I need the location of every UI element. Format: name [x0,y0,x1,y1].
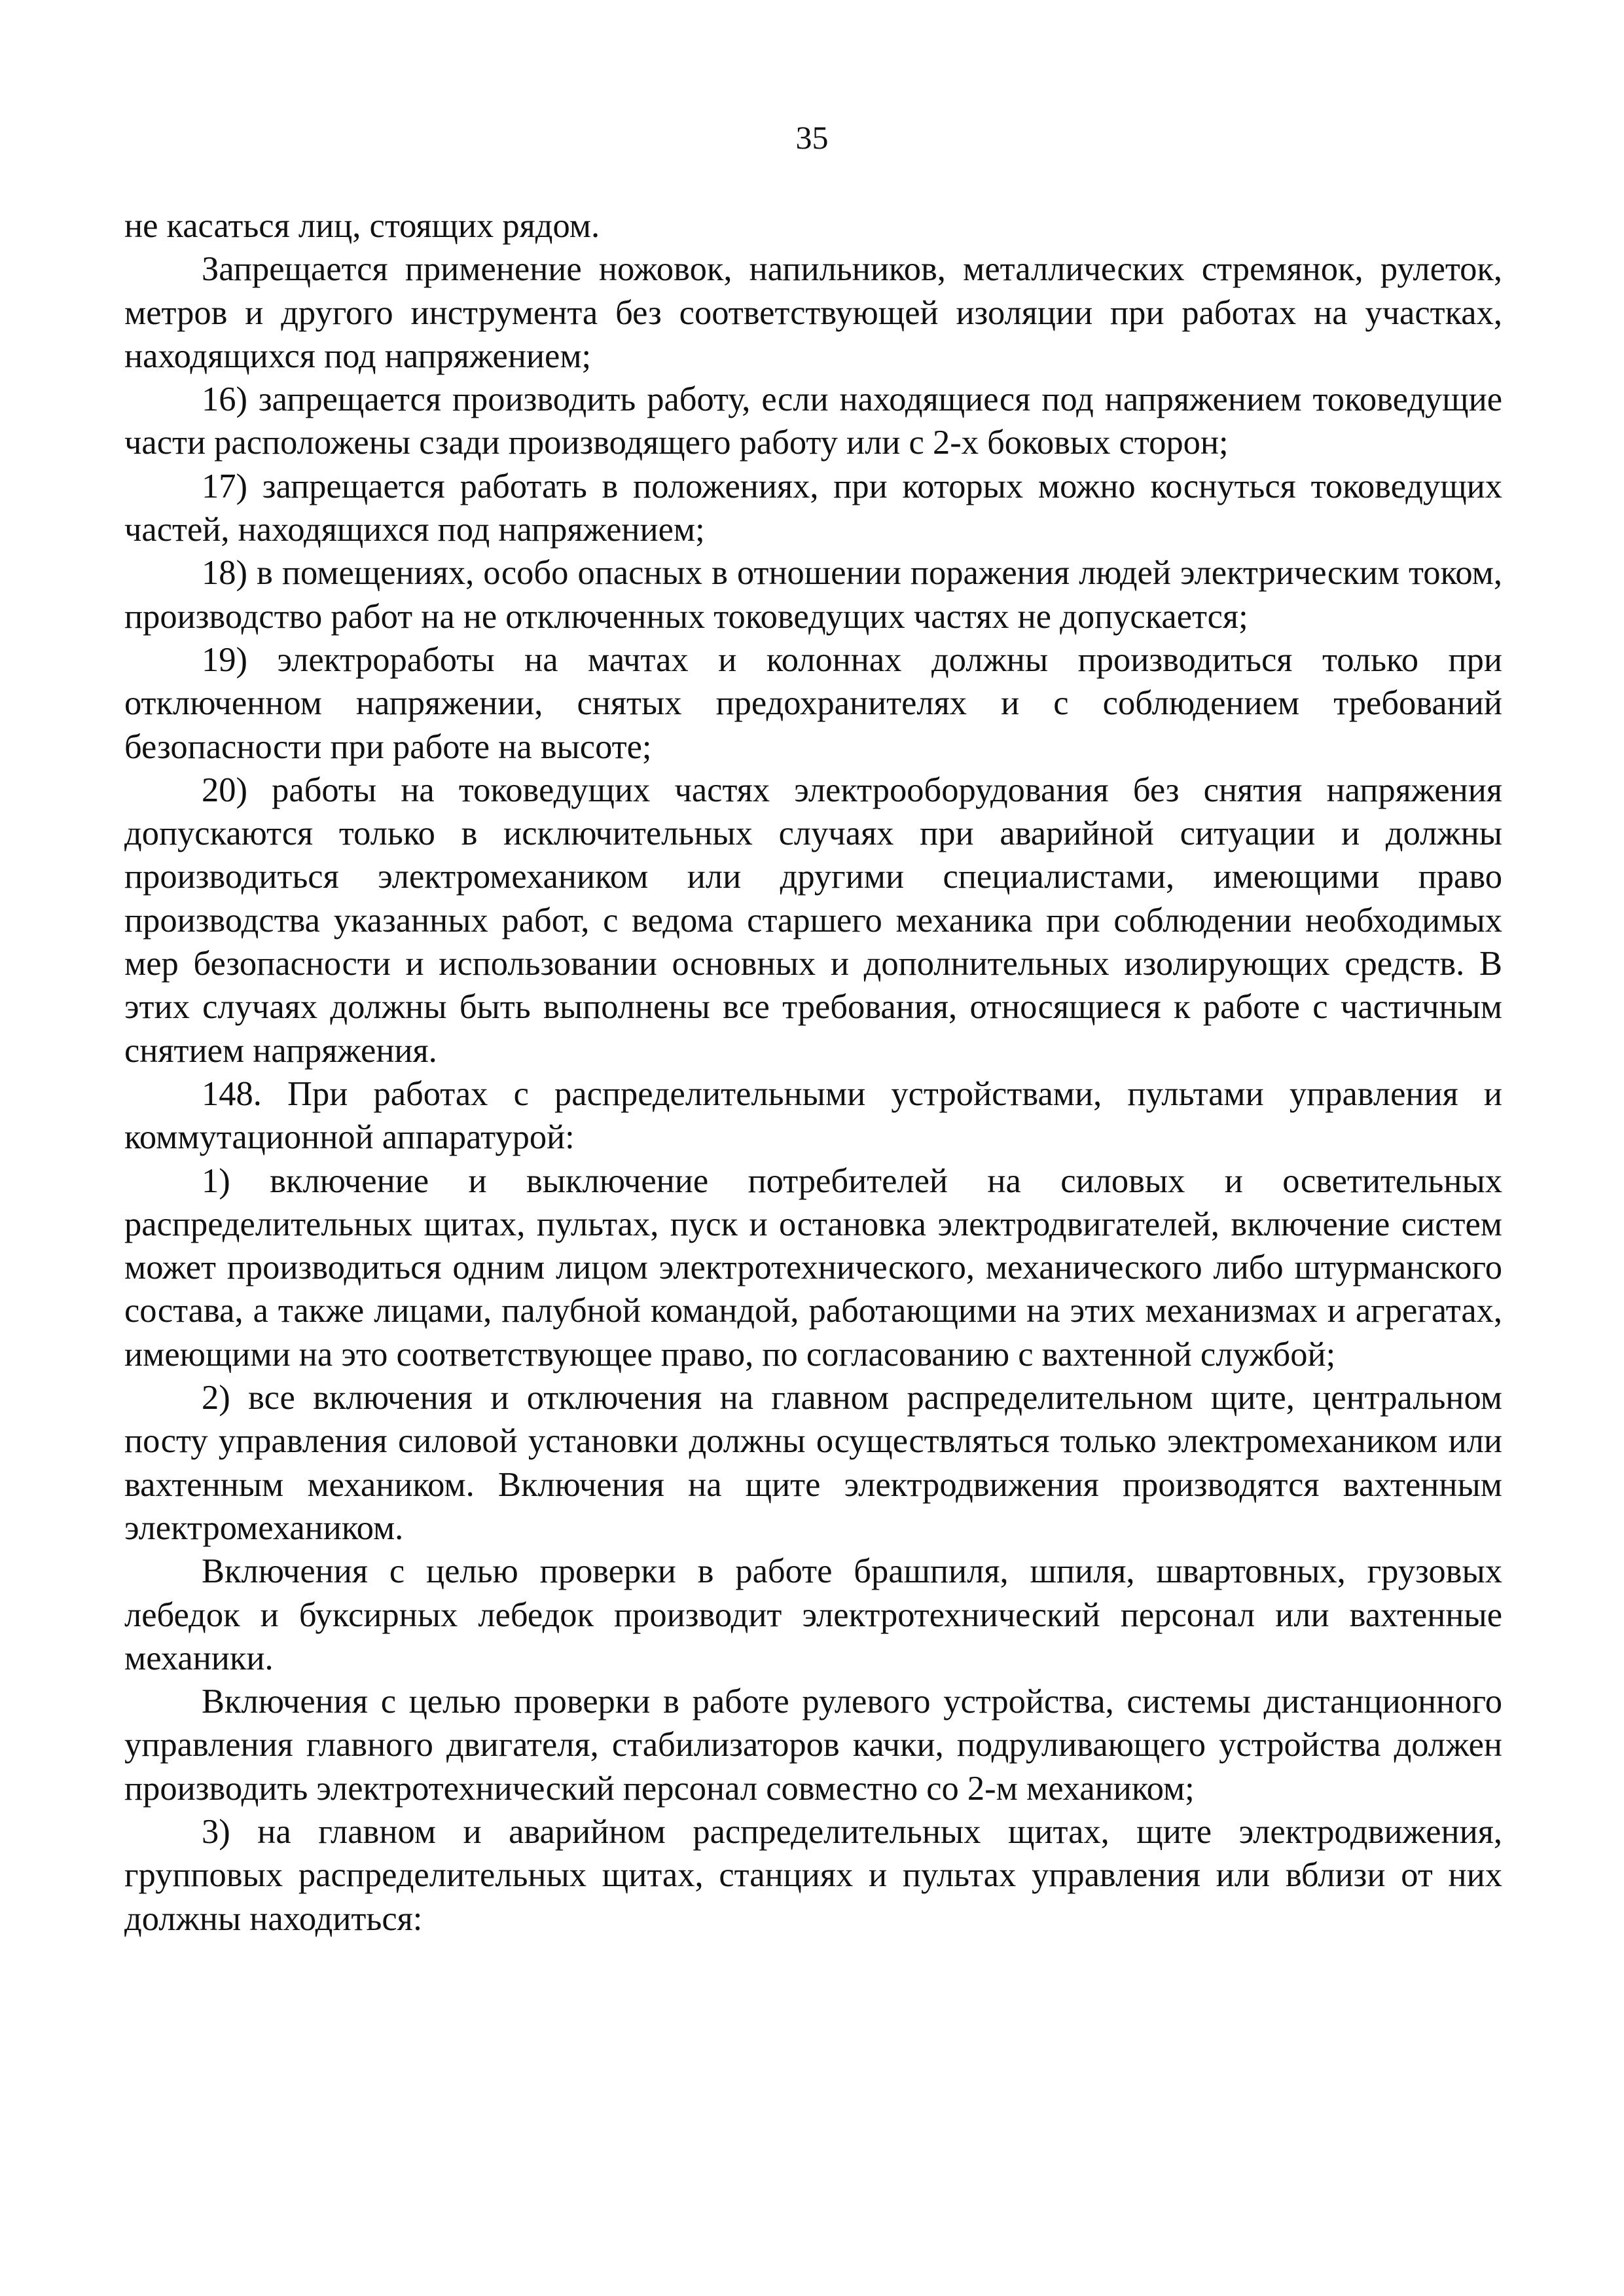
paragraph-continuation: не касаться лиц, стоящих рядом. [124,207,600,245]
paragraph-item-1: 1) включение и выключение потребителей на силовых и осветительных распределительных щитах, пультах, пуск и остановка электродвигателей, включение систем может производиться одним лицом электротехнического, механического либо штурманского состава, а также лицами, палубной командой, работающими на этих механизмах и агрегатах, имеющими на это соответствующее право, по согласованию с вахтенной службой; [124,1161,1502,1374]
paragraph-item-3: 3) на главном и аварийном распределительных щитах, щите электродвижения, групповых распределительных щитах, станциях и пультах управления или вблизи от них должны находиться: [124,1812,1502,1938]
paragraph-windlass-check: Включения с целью проверки в работе брашпиля, шпиля, швартовных, грузовых лебедок и буксирных лебедок производит электротехнический персонал или вахтенные механики. [124,1552,1502,1677]
paragraph-tool-prohibition: Запрещается применение ножовок, напильников, металлических стремянок, рулеток, метров и другого инструмента без соответствующей изоляции при работах на участках, находящихся под напряжением; [124,250,1502,375]
paragraph-item-2: 2) все включения и отключения на главном распределительном щите, центральном посту управления силовой установки должны осуществляться только электромехаником или вахтенным механиком. Включения на щите электродвижения производятся вахтенным электромехаником. [124,1379,1502,1547]
paragraph-item-19: 19) электроработы на мачтах и колоннах должны производиться только при отключенном напряжении, снятых предохранителях и с соблюдением требований безопасности при работе на высоте; [124,640,1502,766]
document-body [124,204,1502,1941]
paragraph-item-20: 20) работы на токоведущих частях электрооборудования без снятия напряжения допускаются только в исключительных случаях при аварийной ситуации и должны производиться электромехаником или другими специалистами, имеющими право производства указанных работ, с ведома старшего механика при соблюдении необходимых мер безопасности и использовании основных и дополнительных изолирующих средств. В этих случаях должны быть выполнены все требования, относящиеся к работе с частичным снятием напряжения. [124,771,1502,1070]
paragraph-steering-check: Включения с целью проверки в работе рулевого устройства, системы дистанционного управления главного двигателя, стабилизаторов качки, подруливающего устройства должен производить электротехнический персонал совместно со 2-м механиком; [124,1683,1502,1808]
paragraph-section-148: 148. При работах с распределительными устройствами, пультами управления и коммутационной аппаратурой: [124,1074,1502,1157]
paragraph-item-17: 17) запрещается работать в положениях, при которых можно коснуться токоведущих частей, находящихся под напряжением; [124,467,1502,549]
page-number: 35 [795,119,829,156]
paragraph-item-18: 18) в помещениях, особо опасных в отношении поражения людей электрическим током, производство работ на не отключенных токоведущих частях не допускается; [124,554,1502,636]
paragraph-item-16: 16) запрещается производить работу, если находящиеся под напряжением токоведущие части расположены сзади производящего работу или с 2-х боковых сторон; [124,380,1502,462]
